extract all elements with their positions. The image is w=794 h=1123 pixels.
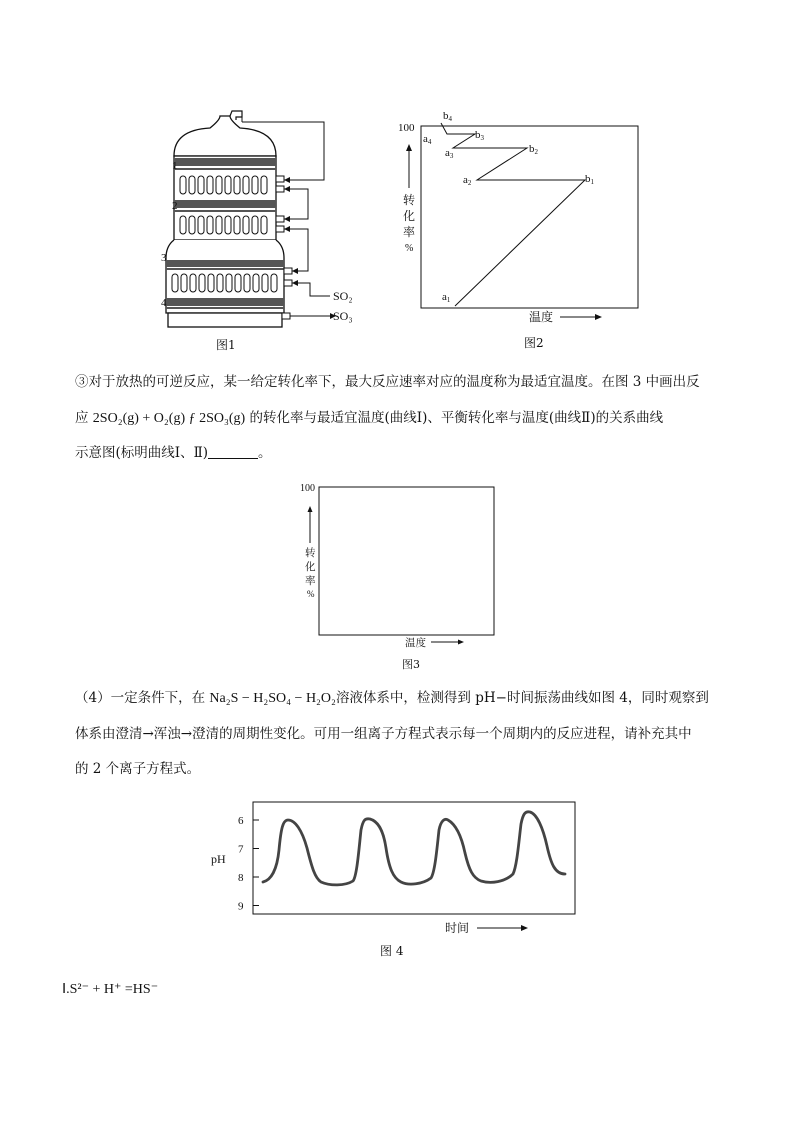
fig3-y-label-0: 转: [305, 548, 316, 559]
fig4-x-arrowhead: [521, 925, 528, 931]
fig3-chart: [298, 478, 508, 653]
outlet-label: SO₃: [333, 309, 353, 323]
fig3-y-max: 100: [300, 483, 315, 494]
label-a2: a2: [463, 174, 472, 187]
label-b4: b4: [443, 110, 452, 123]
fig4-frame: [253, 802, 575, 914]
question4-line1-suffix: 溶液体系中，检测得到 pH−时间振荡曲线如图 4，同时观察到: [335, 690, 709, 706]
question3-line1: ③对于放热的可逆反应，某一给定转化率下，最大反应速率对应的温度称为最适宜温度。在图 3 中画出反: [75, 374, 700, 390]
layer-label-2: 2: [172, 200, 178, 212]
fig3-y-label-3: %: [307, 589, 315, 599]
fig2-y-label-2: 率: [403, 225, 416, 239]
inlet-label: SO₂: [333, 289, 353, 303]
fig2-y-label-0: 转: [403, 193, 416, 207]
question3-line2-prefix: 应: [75, 410, 89, 426]
label-b3: b3: [475, 129, 484, 142]
fig3-caption: 图3: [402, 658, 420, 671]
fig2-y-max: 100: [398, 122, 415, 134]
reactor-base: [168, 313, 282, 327]
fig3-y-label-1: 化: [305, 562, 316, 573]
label-a1: a1: [442, 291, 451, 304]
fig1-reactor-diagram: [150, 108, 370, 333]
question3-line2: [75, 408, 663, 429]
fig2-x-label: 温度: [529, 310, 554, 323]
fig2-y-label-1: 化: [403, 209, 416, 223]
layer-label-1: 1: [172, 160, 178, 172]
catalyst-band-4: [166, 298, 284, 306]
question3-line3-text: 示意图(标明曲线Ⅰ、Ⅱ): [75, 445, 209, 461]
equation-1: Ⅰ.S²⁻ + H⁺ =HS⁻: [62, 982, 159, 997]
fig4-ticks: [238, 815, 259, 913]
fig4-tick-label: 8: [238, 872, 244, 884]
question4-line2: 体系由澄清→浑浊→澄清的周期性变化。可用一组离子方程式表示每一个周期内的反应进程，请补充其中: [75, 726, 692, 742]
solution-system: Na₂S − H₂SO₄ − H₂O₂: [209, 691, 336, 706]
flow-arrowheads: [284, 177, 336, 319]
fig3-y-label-2: 率: [305, 576, 316, 587]
fig2-y-arrowhead: [406, 144, 412, 151]
fig4-chart: [205, 798, 585, 943]
label-b2: b2: [529, 143, 538, 156]
label-b1: b1: [585, 173, 594, 186]
fig1-caption: 图1: [216, 338, 236, 352]
fig2-chart: [395, 108, 645, 323]
fig4-ph-oscillation-curve: [263, 812, 565, 885]
label-a3: a3: [445, 147, 454, 160]
reaction-equation: 2SO₂(g) + O₂(g) ƒ 2SO₃(g): [92, 411, 246, 426]
question4-line1-prefix: （4）一定条件下，在: [75, 690, 206, 706]
fig3-x-arrowhead: [458, 640, 464, 645]
top-nozzle: [230, 111, 242, 120]
fig3-x-label: 温度: [405, 638, 426, 649]
fig2-x-arrowhead: [595, 314, 602, 320]
label-a4: a4: [423, 133, 432, 146]
fig2-y-label-3: %: [405, 243, 414, 254]
fig4-caption: 图 4: [380, 944, 404, 958]
fig3-y-arrowhead: [308, 506, 313, 512]
layer-label-3: 3: [161, 252, 167, 264]
fig2-zigzag-curve: [441, 123, 585, 306]
catalyst-band-2: [174, 200, 276, 208]
question3-line3: [75, 443, 272, 463]
fig3-frame: [319, 487, 494, 635]
catalyst-band-2b: [174, 210, 276, 212]
catalyst-band-4b: [166, 307, 284, 309]
fig4-x-label: 时间: [445, 921, 470, 935]
question4-line1: [75, 688, 709, 709]
fig4-y-label: pH: [211, 852, 226, 866]
fig4-tick-label: 6: [238, 815, 244, 827]
catalyst-band-1: [174, 158, 276, 166]
answer-blank[interactable]: [208, 444, 258, 459]
question3-line2-suffix: 的转化率与最适宜温度(曲线Ⅰ)、平衡转化率与温度(曲线Ⅱ)的关系曲线: [249, 410, 664, 426]
catalyst-band-1b: [174, 168, 276, 170]
catalyst-band-3b: [166, 268, 284, 270]
catalyst-band-3: [166, 260, 284, 267]
fig4-tick-label: 9: [238, 900, 244, 913]
fig4-tick-label: 7: [238, 843, 244, 856]
layer-label-4: 4: [161, 297, 167, 309]
fig2-caption: 图2: [524, 336, 544, 350]
question3-line3-end: 。: [258, 445, 272, 461]
question4-line3: 的 2 个离子方程式。: [75, 761, 201, 777]
